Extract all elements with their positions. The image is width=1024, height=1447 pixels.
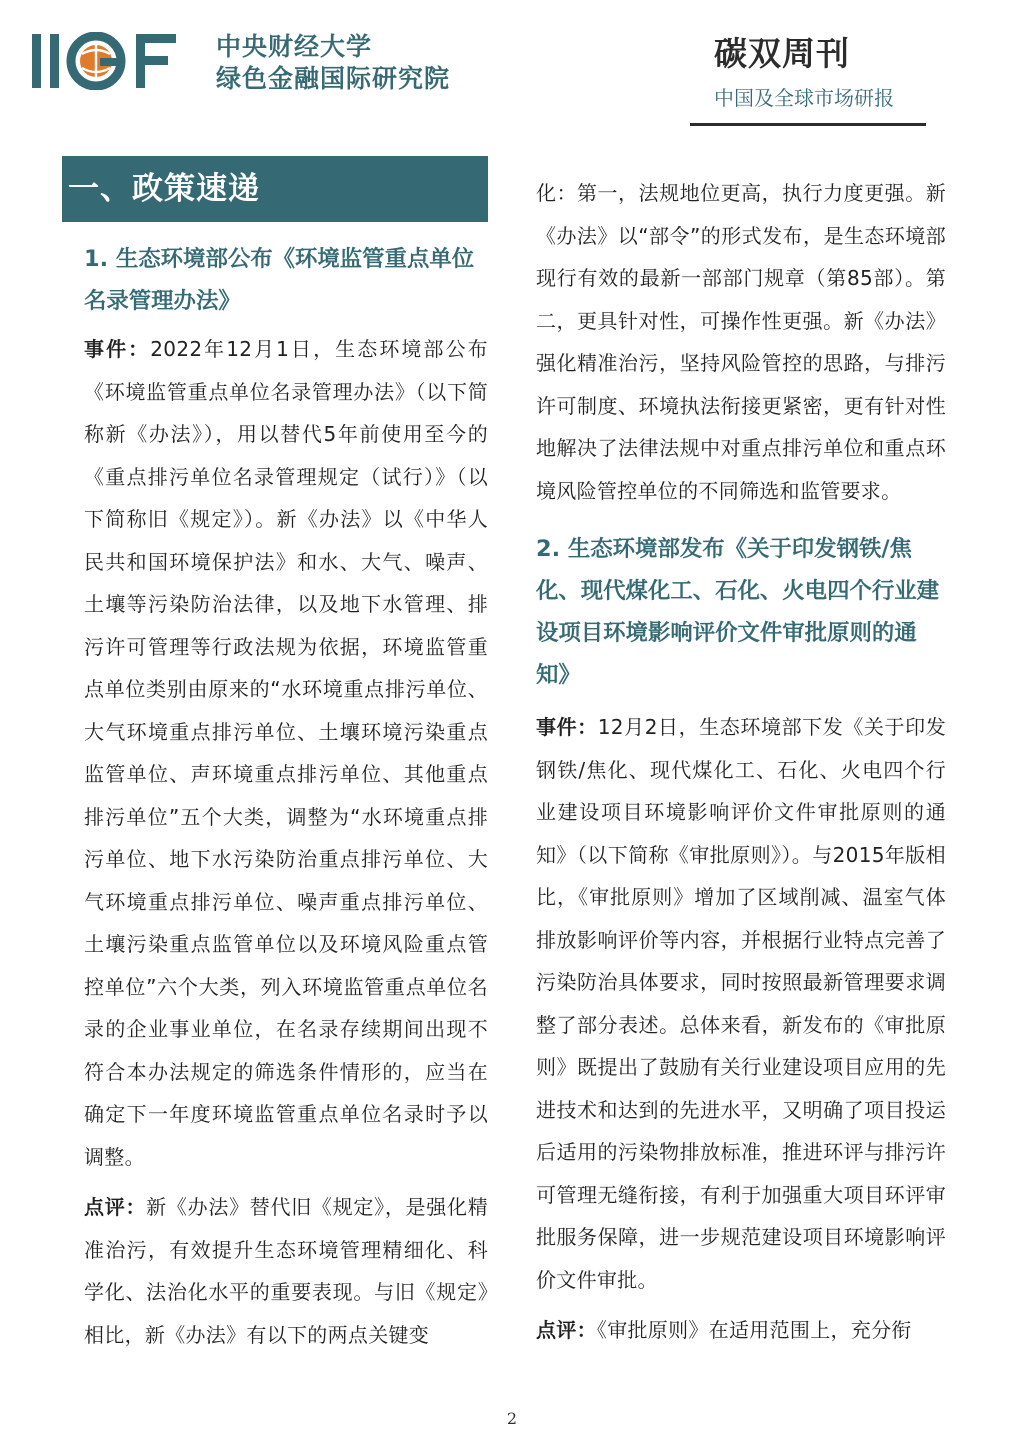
article-1-comment-continued: 化：第一，法规地位更高，执行力度更强。新《办法》以“部令”的形式发布，是生态环境部现行有效的最新一部部门规章（第85部）。第二，更具针对性，可操作性更强。新《办法》强化精准治污，坚持风险管控的思路，与排污许可制度、环境执法衔接更紧密，更有针对性地解决了法律法规中对重点排污单位和重点环境风险管控单位的不同筛选和监管要求。	[536, 181, 946, 503]
article-1-title: 1. 生态环境部公布《环境监管重点单位名录管理办法》	[84, 246, 475, 314]
institute-name	[216, 31, 450, 95]
event-label: 事件：	[84, 337, 151, 361]
header-rule	[690, 123, 926, 126]
institute-name-line1: 中央财经大学	[216, 32, 373, 61]
left-column	[62, 156, 488, 1356]
iigf-logo-mark	[30, 32, 180, 90]
article-1-event	[84, 328, 488, 1178]
article-2-event-text: 12月2日，生态环境部下发《关于印发钢铁/焦化、现代煤化工、石化、火电四个行业建设项目环境影响评价文件审批原则的通知》（以下简称《审批原则》）。与2015年版相比，《审批原则》增加了区域削减、温室气体排放影响评价等内容，并根据行业特点完善了污染防治具体要求，同时按照最新管理要求调整了部分表述。总体来看，新发布的《审批原则》既提出了鼓励有关行业建设项目应用的先进技术和达到的先进水平，又明确了项目投运后适用的污染物排放标准，推进环评与排污许可管理无缝衔接，有利于加强重大项目环评审批服务保障，进一步规范建设项目环境影响评价文件审批。	[536, 715, 946, 1292]
right-column	[536, 172, 946, 1352]
comment-label: 点评：	[536, 1318, 597, 1342]
article-1-event-text: 2022年12月1日，生态环境部公布《环境监管重点单位名录管理办法》（以下简称新《办法》），用以替代5年前使用至今的《重点排污单位名录管理规定（试行）》（以下简称旧《规定》）。新《办法》以《中华人民共和国环境保护法》和水、大气、噪声、土壤等污染防治法律，以及地下水管理、排污许可管理等行政法规为依据，环境监管重点单位类别由原来的“水环境重点排污单位、大气环境重点排污单位、土壤环境污染重点监管单位、声环境重点排污单位、其他重点排污单位”五个大类，调整为“水环境重点排污单位、地下水污染防治重点排污单位、大气环境重点排污单位、噪声重点排污单位、土壤污染重点监管单位以及环境风险重点管控单位”六个大类，列入环境监管重点单位名录的企业事业单位，在名录存续期间出现不符合本办法规定的筛选条件情形的，应当在确定下一年度环境监管重点单位名录时予以调整。	[84, 337, 488, 1169]
article-2-comment	[536, 1309, 946, 1352]
institute-name-line2: 绿色金融国际研究院	[216, 64, 451, 93]
publication-header	[690, 22, 926, 126]
article-1-comment	[84, 1186, 488, 1356]
article-1-comment-text: 新《办法》替代旧《规定》，是强化精准治污，有效提升生态环境管理精细化、科学化、法治化水平的重要表现。与旧《规定》相比，新《办法》有以下的两点关键变	[84, 1195, 488, 1347]
page-number: 2	[506, 1409, 518, 1428]
article-2-title: 2. 生态环境部发布《关于印发钢铁/焦化、现代煤化工、石化、火电四个行业建设项目环境影响评价文件审批原则的通知》	[536, 536, 940, 688]
comment-label: 点评：	[84, 1195, 147, 1219]
article-2-comment-text: 《审批原则》在适用范围上，充分衔	[596, 1318, 912, 1342]
publication-subtitle: 中国及全球市场研报	[714, 86, 894, 110]
event-label: 事件：	[536, 715, 598, 739]
institute-logo	[30, 28, 450, 94]
publication-title: 碳双周刊	[714, 34, 850, 73]
section-title: 一、政策速递	[62, 156, 488, 222]
article-2-event	[536, 706, 946, 1301]
